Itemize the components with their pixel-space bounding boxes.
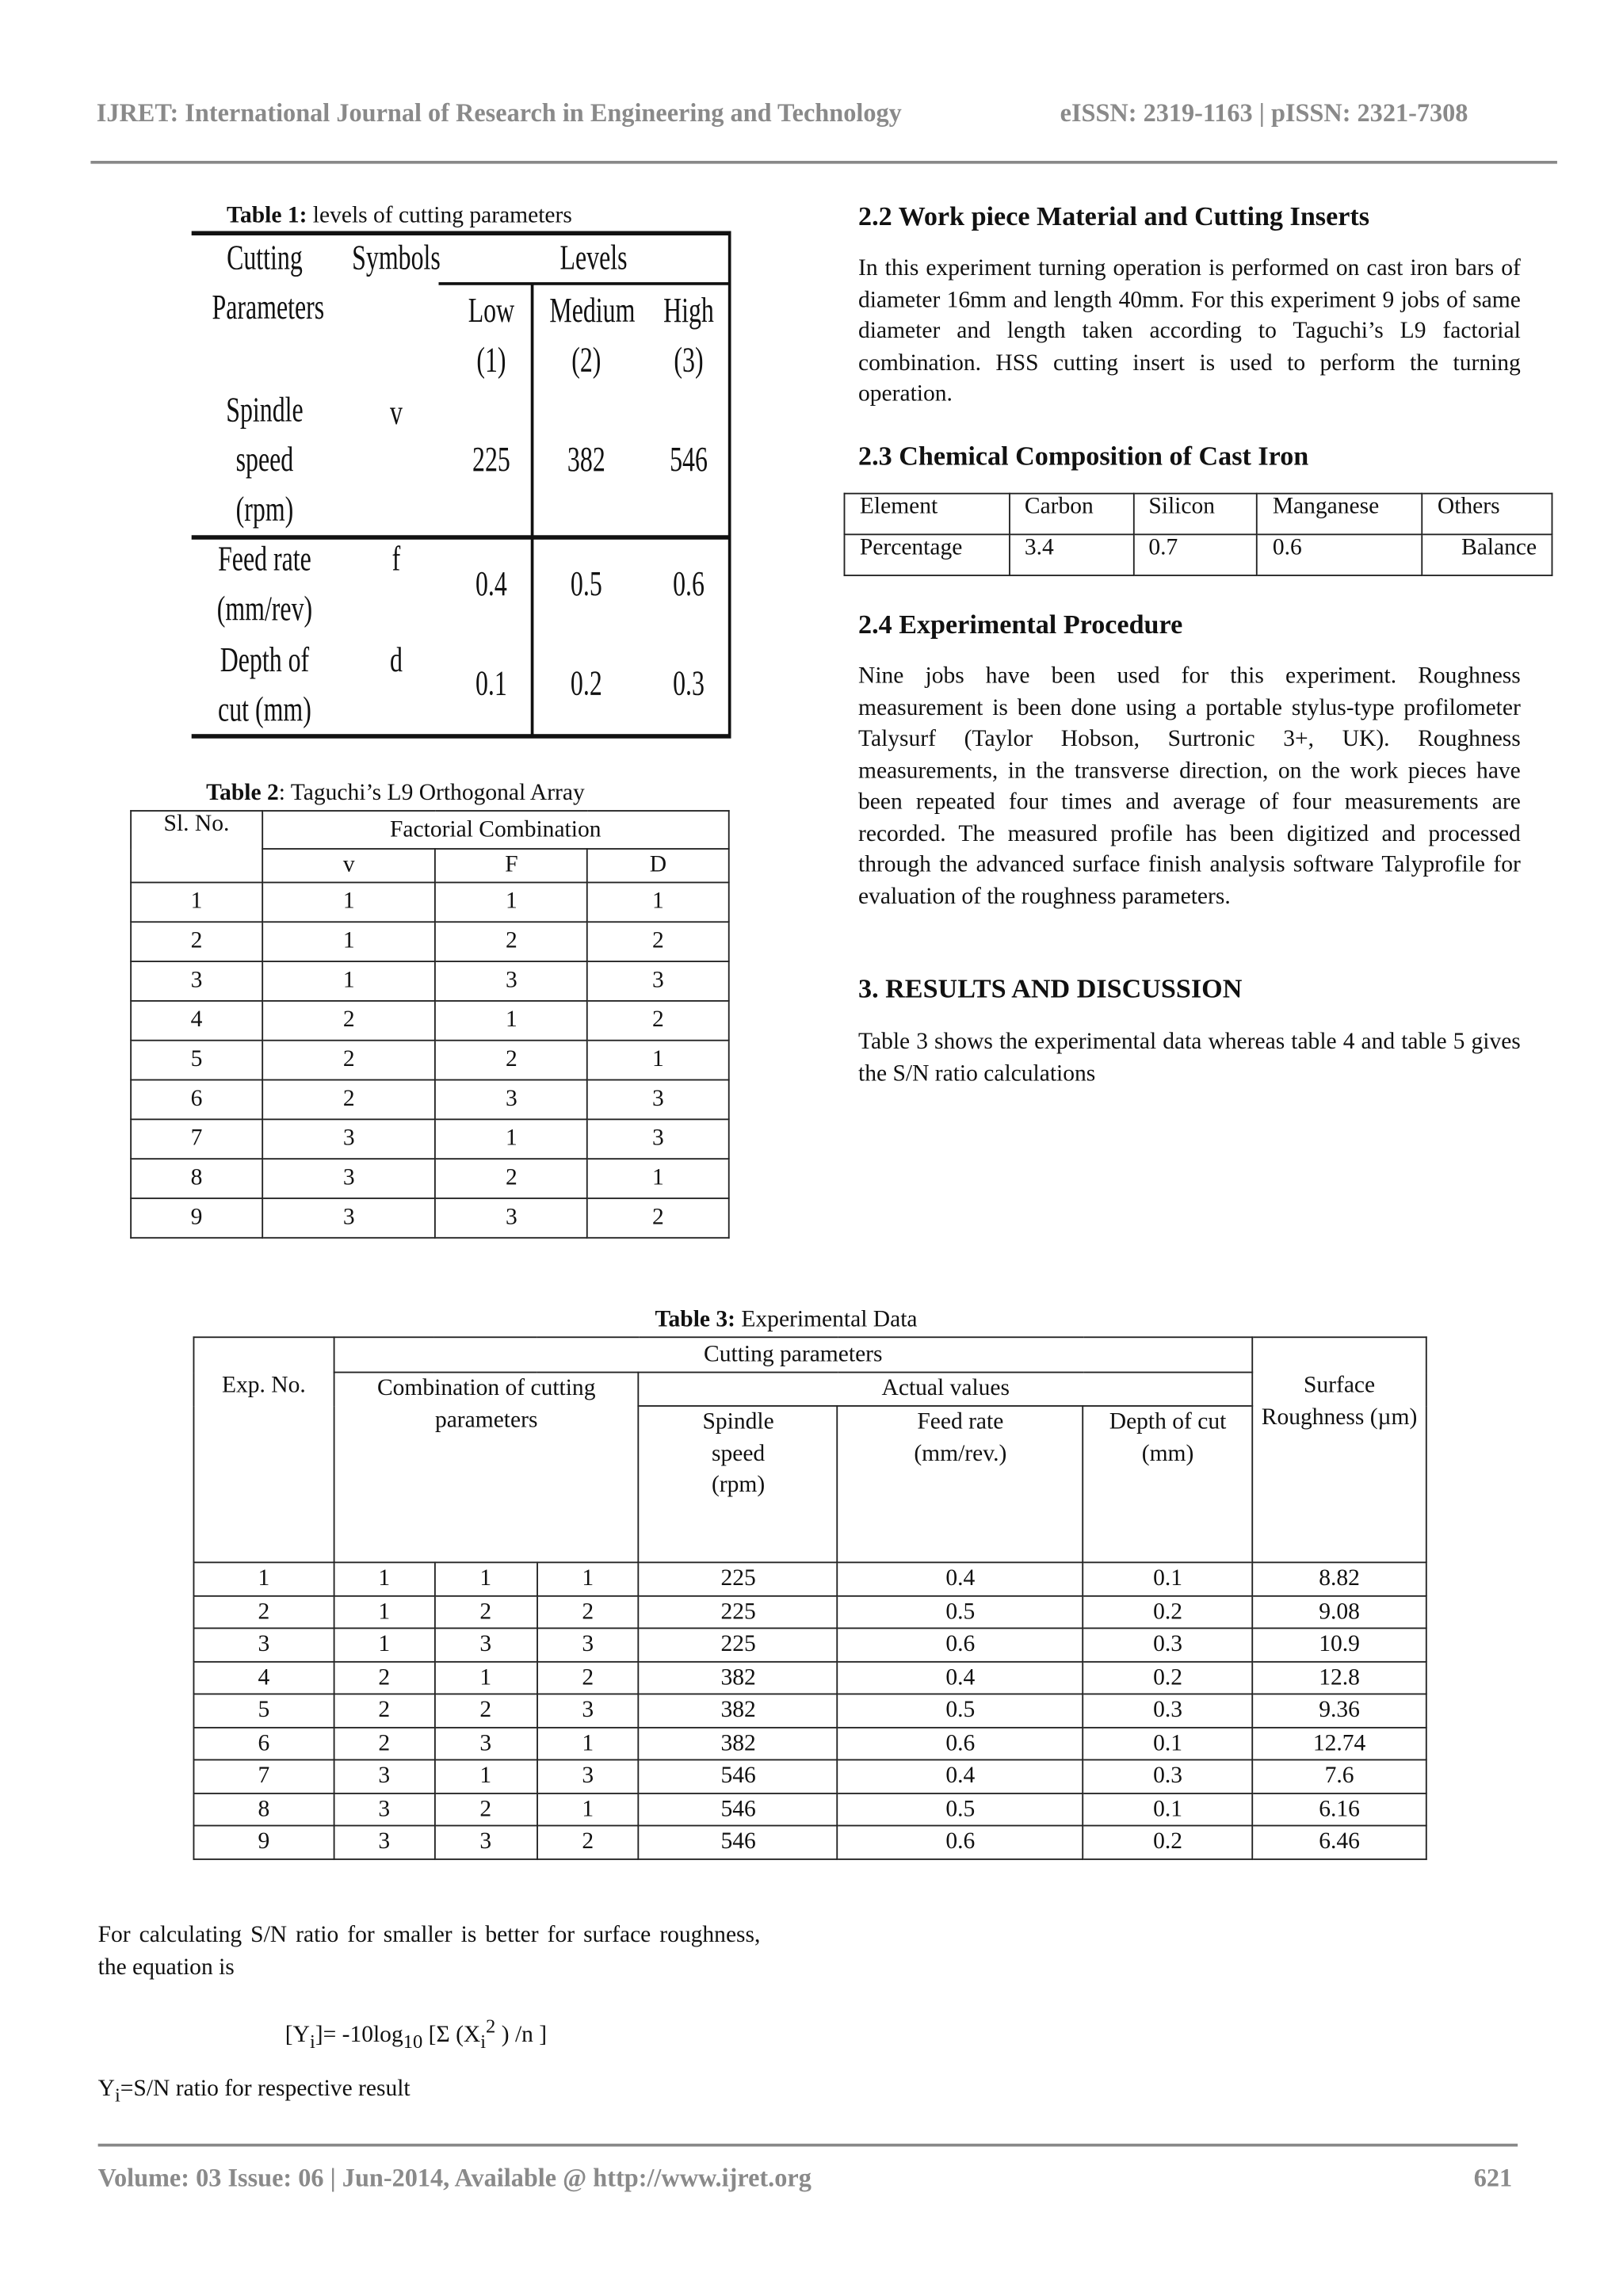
t1-param: (mm/rev) [216,590,313,629]
t1-symbol: d [390,641,403,680]
t3-cell: 1 [537,1793,639,1826]
table3 [193,1336,1427,1859]
t2-cell: 2 [262,1080,436,1120]
t3-cell: 2 [334,1694,434,1727]
t1-value: 0.2 [570,665,602,704]
t3-row [193,1595,1426,1629]
caption-text: : Taguchi’s L9 Orthogonal Array [278,781,585,806]
section-2-4-text: Nine jobs have been used for this experiment. Roughness measurement is been done using a portable stylus-type profilometer Talysurf (Taylor Hobson, Surtronic 3+, UK). Roughness measurements, in the transverse direction, on the work pieces have been repeated four times and average of four measurements are recorded. The measured profile has been digitized and processed through the advanced surface finish analysis software Talyprofile for evaluation of the roughness parameters. [858,663,1521,909]
t3-row [193,1628,1426,1661]
t3-row [193,1562,1426,1595]
eq-part: [Y [285,2023,310,2048]
t3-cell: 10.9 [1252,1628,1426,1661]
t3-cell: 546 [639,1793,838,1826]
t3-h-feed: Feed rate (mm/rev.) [838,1406,1083,1562]
t3-cell: 0.1 [1083,1562,1253,1595]
t2-cell: 2 [587,1198,729,1238]
t2-cell: 2 [262,1001,436,1041]
t3-cell: 1 [334,1628,434,1661]
t3-cell: 3 [537,1628,639,1661]
table2-caption [206,781,585,807]
eq-sub: i [309,2030,315,2053]
t2-row [131,1080,729,1120]
composition-row [844,494,1552,535]
t3-cell: 9.08 [1252,1595,1426,1629]
t3-cell: 0.4 [838,1759,1083,1793]
footer-volume: Volume: 03 Issue: 06 | Jun-2014, Available @ http://www.ijret.org [97,2162,812,2192]
t3-h-exp: Exp. No. [193,1337,334,1562]
t3-cell: 0.6 [838,1727,1083,1760]
t2-cell: 1 [131,882,262,922]
section-2-3-heading: 2.3 Chemical Composition of Cast Iron [858,443,1309,472]
t3-cell: 3 [537,1759,639,1793]
t3-cell: 2 [434,1793,537,1826]
composition-cell: Element [844,494,1009,535]
t3-row [193,1694,1426,1727]
t1-value: 0.1 [475,665,507,704]
t2-col: D [587,849,729,882]
caption-text: Experimental Data [735,1307,918,1332]
t3-cell: 6 [193,1727,334,1760]
t3-cell: 0.5 [838,1793,1083,1826]
t3-cell: 225 [639,1562,838,1595]
t2-cell: 3 [587,961,729,1001]
t3-cell: 8 [193,1793,334,1826]
t3-cell: 546 [639,1825,838,1859]
eq-sub: 10 [403,2030,423,2053]
t3-cell: 12.74 [1252,1727,1426,1760]
composition-row [844,534,1552,575]
t3-cell: 8.82 [1252,1562,1426,1595]
def-part: Y [97,2076,115,2102]
t3-row [193,1825,1426,1859]
t3-cell: 6.16 [1252,1793,1426,1826]
t2-cell: 3 [436,1080,587,1120]
t3-cell: 3 [434,1628,537,1661]
eq-part: ]= -10log [315,2023,403,2048]
t2-cell: 7 [131,1119,262,1159]
t1-medium: Medium [549,292,636,330]
table1-caption [227,203,572,229]
t3-h-speed: Spindle speed (rpm) [639,1406,838,1562]
t2-row [131,1041,729,1080]
t3-cell: 1 [537,1727,639,1760]
t3-cell: 6.46 [1252,1825,1426,1859]
t2-cell: 3 [262,1159,436,1198]
t3-cell: 5 [193,1694,334,1727]
t2-cell: 2 [262,1041,436,1080]
t2-cell: 8 [131,1159,262,1198]
t1-value: 546 [670,441,708,480]
t2-cell: 4 [131,1001,262,1041]
t2-cell: 2 [436,1041,587,1080]
t2-row [131,882,729,922]
composition-cell: 3.4 [1010,534,1133,575]
t2-cell: 3 [262,1198,436,1238]
t3-cell: 382 [639,1694,838,1727]
t2-cell: 1 [262,882,436,922]
t2-cell: 3 [436,961,587,1001]
t3-cell: 0.3 [1083,1694,1253,1727]
composition-cell: Carbon [1010,494,1133,535]
caption-label: Table 1: [226,203,307,228]
t3-cell: 382 [639,1661,838,1694]
caption-text: levels of cutting parameters [307,203,572,228]
t3-cell: 3 [334,1825,434,1859]
t3-row [193,1661,1426,1694]
t3-h-comb: Combination of cutting parameters [334,1373,639,1563]
t3-cell: 0.3 [1083,1628,1253,1661]
t2-cell: 1 [587,882,729,922]
t2-cell: 2 [131,922,262,961]
t3-cell: 0.2 [1083,1595,1253,1629]
t2-cell: 2 [587,1001,729,1041]
t2-cell: 5 [131,1041,262,1080]
footer-rule [98,2144,1518,2146]
t3-cell: 2 [334,1727,434,1760]
composition-cell: Percentage [844,534,1009,575]
t3-h-actual: Actual values [639,1373,1252,1406]
t1-param: speed [235,441,294,480]
t2-cell: 2 [436,922,587,961]
t3-h-sr: Surface Roughness (µm) [1252,1337,1426,1562]
t2-row [131,1198,729,1238]
composition-cell: Balance [1423,534,1552,575]
t1-value: 0.6 [673,566,705,604]
t3-cell: 3 [434,1727,537,1760]
t3-cell: 1 [334,1595,434,1629]
t3-cell: 0.6 [838,1825,1083,1859]
eq-part: [Σ (X [422,2023,481,2048]
t2-row [131,922,729,961]
section-2-2-heading: 2.2 Work piece Material and Cutting Inserts [858,203,1370,233]
t1-value: 0.4 [475,566,507,604]
t3-cell: 2 [193,1595,334,1629]
t2-cell: 3 [587,1119,729,1159]
t1-value: 382 [567,441,605,480]
t3-cell: 3 [334,1793,434,1826]
t3-cell: 0.5 [838,1694,1083,1727]
t1-symbol: v [390,395,403,434]
t3-cell: 1 [193,1562,334,1595]
section-2-2-text: In this experiment turning operation is performed on cast iron bars of diameter 16mm and length 40mm. For this experiment 9 jobs of same diameter and length taken according to Taguchi’s L9 factorial combination. HSS cutting insert is used to perform the turning operation. [858,255,1521,407]
t3-cell: 9 [193,1825,334,1859]
t3-cell: 2 [434,1694,537,1727]
section-2-4-heading: 2.4 Experimental Procedure [858,611,1183,641]
t3-cell: 546 [639,1759,838,1793]
table2 [130,810,729,1239]
sn-text: For calculating S/N ratio for smaller is better for surface roughness, the equation is [97,1923,761,1980]
t3-cell: 1 [334,1562,434,1595]
composition-table [844,493,1553,576]
t3-cell: 1 [434,1759,537,1793]
t1-low-n: (1) [476,342,506,380]
t3-h-cutting: Cutting parameters [334,1337,1252,1372]
t3-cell: 7.6 [1252,1759,1426,1793]
composition-cell: Silicon [1133,494,1257,535]
t1-param: (rpm) [235,491,294,529]
t1-value: 0.5 [570,566,602,604]
t2-cell: 2 [436,1159,587,1198]
t2-col: v [262,849,436,882]
eq-sub: i [480,2030,487,2053]
t3-cell: 0.2 [1083,1825,1253,1859]
t3-cell: 1 [434,1562,537,1595]
t3-row [193,1727,1426,1760]
t3-row [193,1759,1426,1793]
t2-row [131,961,729,1001]
t2-cell: 9 [131,1198,262,1238]
t1-value: 0.3 [673,665,705,704]
t2-row [131,1159,729,1198]
t1-h-cutting: Cutting [227,239,303,278]
t3-cell: 1 [434,1661,537,1694]
t3-cell: 4 [193,1661,334,1694]
eq-part: ) /n ] [495,2023,548,2048]
table3-caption [655,1307,918,1333]
t2-h-fc: Factorial Combination [262,811,729,849]
t1-symbol: f [391,541,401,579]
t1-param: Feed rate [218,541,311,579]
t1-param: Spindle [226,392,304,430]
t2-col: F [436,849,587,882]
t3-cell: 7 [193,1759,334,1793]
issn: eISSN: 2319-1163 | pISSN: 2321-7308 [1060,97,1468,128]
t3-cell: 0.2 [1083,1661,1253,1694]
t3-cell: 2 [537,1595,639,1629]
t3-cell: 0.6 [838,1628,1083,1661]
t2-cell: 1 [436,1119,587,1159]
t3-cell: 382 [639,1727,838,1760]
yi-definition [98,2076,411,2107]
header-rule [90,161,1557,163]
caption-label: Table 3: [655,1307,736,1332]
t3-cell: 1 [537,1562,639,1595]
t2-cell: 6 [131,1080,262,1120]
t3-cell: 3 [537,1694,639,1727]
t1-high: High [663,292,714,330]
caption-label: Table 2 [206,781,279,806]
t3-cell: 12.8 [1252,1661,1426,1694]
journal-title: IJRET: International Journal of Research in Engineering and Technology [96,97,902,128]
t2-h-sl: Sl. No. [131,811,262,882]
t1-high-n: (3) [674,342,704,380]
composition-cell: 0.6 [1257,534,1422,575]
t2-cell: 1 [262,961,436,1001]
t1-low: Low [468,292,515,330]
t2-cell: 3 [436,1198,587,1238]
def-sub: i [114,2084,120,2107]
t2-cell: 1 [587,1041,729,1080]
t3-cell: 0.1 [1083,1727,1253,1760]
t3-cell: 0.4 [838,1562,1083,1595]
t3-cell: 225 [639,1595,838,1629]
t3-cell: 3 [334,1759,434,1793]
t3-h-depth: Depth of cut (mm) [1083,1406,1253,1562]
t3-cell: 0.1 [1083,1793,1253,1826]
t2-cell: 1 [587,1159,729,1198]
t2-cell: 2 [587,922,729,961]
t1-param: Depth of [220,641,310,680]
t2-cell: 3 [587,1080,729,1120]
t2-cell: 3 [262,1119,436,1159]
t3-cell: 0.5 [838,1595,1083,1629]
t3-cell: 3 [193,1628,334,1661]
t2-cell: 1 [436,882,587,922]
t3-cell: 2 [334,1661,434,1694]
eq-sup: 2 [486,2015,496,2038]
t3-cell: 2 [434,1595,537,1629]
def-part: =S/N ratio for respective result [120,2076,411,2102]
t3-row [193,1793,1426,1826]
t2-row [131,1001,729,1041]
t3-cell: 0.3 [1083,1759,1253,1793]
t1-medium-n: (2) [571,342,601,380]
t3-cell: 225 [639,1628,838,1661]
t1-h-parameters: Parameters [212,289,325,328]
t3-cell: 0.4 [838,1661,1083,1694]
composition-cell: 0.7 [1133,534,1257,575]
t3-cell: 2 [537,1661,639,1694]
t1-value: 225 [472,441,510,480]
t1-h-symbols: Symbols [352,239,441,278]
t3-cell: 9.36 [1252,1694,1426,1727]
t2-cell: 1 [262,922,436,961]
table1 [192,231,733,740]
t2-cell: 3 [131,961,262,1001]
t1-h-levels: Levels [559,239,628,278]
section-3-heading: 3. RESULTS AND DISCUSSION [858,975,1243,1005]
sn-equation [285,2015,547,2053]
composition-cell: Manganese [1257,494,1422,535]
section-3-text: Table 3 shows the experimental data whereas table 4 and table 5 gives the S/N ratio calculations [858,1029,1521,1086]
t3-cell: 2 [537,1825,639,1859]
t1-param: cut (mm) [218,691,311,730]
page-number: 621 [1473,2162,1513,2192]
composition-cell: Others [1423,494,1552,535]
t3-cell: 3 [434,1825,537,1859]
t2-row [131,1119,729,1159]
t2-cell: 1 [436,1001,587,1041]
